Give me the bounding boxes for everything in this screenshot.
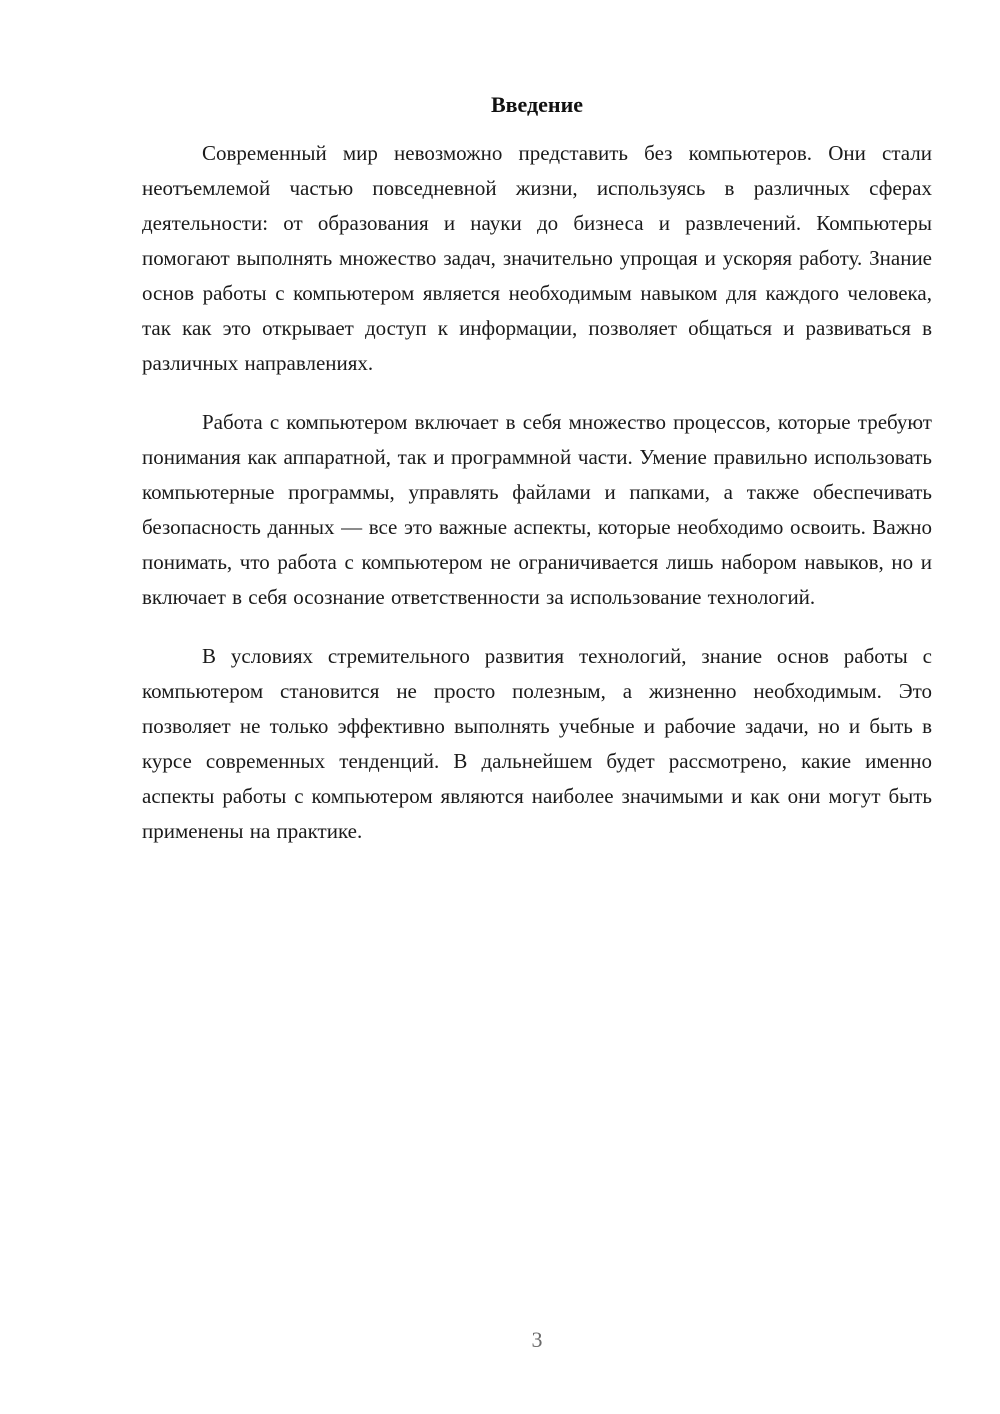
page-number: 3: [531, 1327, 543, 1352]
paragraph-2: Работа с компьютером включает в себя множество процессов, которые требуют понимания как аппаратной, так и программной части. Умение правильно использовать компьютерные программы, управлять файлами и папками, а также обеспечивать безопасность данных — все это важные аспекты, которые необходимо освоить. Важно понимать, что работа с компьютером не ограничивается лишь набором навыков, но и включает в себя осознание ответственности за использование технологий.: [142, 410, 932, 609]
paragraph-3: В условиях стремительного развития технологий, знание основ работы с компьютером становится не просто полезным, а жизненно необходимым. Это позволяет не только эффективно выполнять учебные и рабочие задачи, но и быть в курсе современных тенденций. В дальнейшем будет рассмотрено, какие именно аспекты работы с компьютером являются наиболее значимыми и как они могут быть применены на практике.: [142, 644, 932, 843]
page-title: Введение: [490, 92, 584, 117]
paragraph-1: Современный мир невозможно представить без компьютеров. Они стали неотъемлемой частью повседневной жизни, используясь в различных сферах деятельности: от образования и науки до бизнеса и развлечений. Компьютеры помогают выполнять множество задач, значительно упрощая и ускоряя работу. Знание основ работы с компьютером является необходимым навыком для каждого человека, так как это открывает доступ к информации, позволяет общаться и развиваться в различных направлениях.: [142, 141, 932, 375]
text-column: [142, 0, 932, 873]
